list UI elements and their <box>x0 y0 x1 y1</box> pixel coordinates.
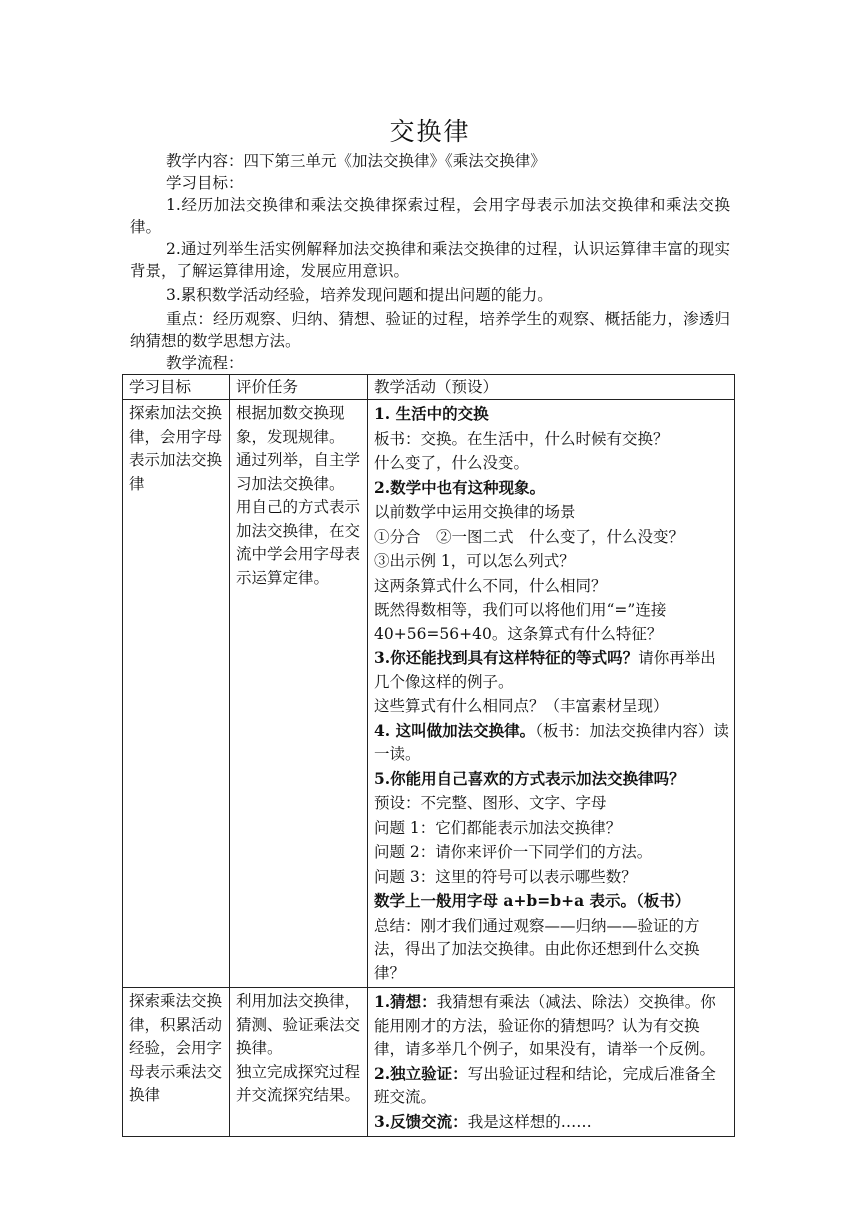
activity-line: 什么变了，什么没变。 <box>374 454 530 472</box>
header-activity: 教学活动（预设） <box>368 375 735 400</box>
activity-line: 问题 1：它们都能表示加法交换律？ <box>374 818 622 837</box>
activity-line: 数学上一般用字母 a+b=b+a 表示。（板书） <box>374 891 691 910</box>
teaching-flow-table <box>122 374 735 1137</box>
table-header-row <box>123 375 735 400</box>
activity-line: 总结：刚才我们通过观察——归纳——验证的方法，得出了加法交换律。由此你还想到什么交换律？ <box>374 916 700 982</box>
activity-line: 5.你能用自己喜欢的方式表示加法交换律吗？ <box>374 768 685 788</box>
row2-goal: 探索乘法交换律，积累活动经验，会用字母表示乘法交换律 <box>123 988 230 1137</box>
flow-heading: 教学流程： <box>166 354 244 372</box>
table-row <box>123 988 735 1137</box>
table-row <box>123 400 735 988</box>
activity-line: ③出示例 1，可以怎么列式？ <box>374 552 575 570</box>
activity-line: 这些算式有什么相同点？（丰富素材呈现） <box>374 697 669 715</box>
activity-line: 4. 这叫做加法交换律。（板书：加法交换律内容）读一读。 <box>374 720 729 763</box>
activity-line: 3.你还能找到具有这样特征的等式吗？请你再举出几个像这样的例子。 <box>374 648 716 691</box>
row1-activities <box>368 400 735 988</box>
row1-task: 根据加数交换现象，发现规律。 <box>236 404 345 446</box>
row1-task: 用自己的方式表示加法交换律，在交流中学会用字母表示运算定律。 <box>236 498 361 587</box>
goal-3: 3.累积数学活动经验，培养发现问题和提出问题的能力。 <box>166 286 553 304</box>
activity-line: 既然得数相等，我们可以将他们用“=”连接 40+56=56+40。这条算式有什么特征？ <box>374 601 667 643</box>
goal-2: 2.通过列举生活实例解释加法交换律和乘法交换律的过程，认识运算律丰富的现实背景，了解运算律用途，发展应用意识。 <box>130 240 730 280</box>
goals-heading: 学习目标： <box>166 174 244 192</box>
row1-tasks <box>230 400 368 988</box>
activity-line: 板书：交换。在生活中，什么时候有交换？ <box>374 429 669 448</box>
activity-line: 问题 3：这里的符号可以表示哪些数？ <box>374 867 637 886</box>
activity-line: 1. 生活中的交换 <box>374 404 489 423</box>
teaching-content: 教学内容：四下第三单元《加法交换律》《乘法交换律》 <box>166 152 546 170</box>
goal-1: 1.经历加法交换律和乘法交换律探索过程，会用字母表示加法交换律和乘法交换律。 <box>130 196 730 236</box>
activity-line: 3.反馈交流：我是这样想的…… <box>374 1111 592 1131</box>
header-goal: 学习目标 <box>123 375 230 400</box>
row1-goal: 探索加法交换律，会用字母表示加法交换律 <box>123 400 230 988</box>
activity-line: 以前数学中运用交换律的场景 <box>374 503 576 521</box>
activity-line: ①分合 ②一图二式 什么变了，什么没变？ <box>374 527 685 546</box>
activity-line: 2.数学中也有这种现象。 <box>374 477 546 497</box>
row2-tasks <box>230 988 368 1137</box>
activity-line: 2.独立验证：写出验证过程和结论，完成后准备全班交流。 <box>374 1063 716 1106</box>
activity-line: 问题 2：请你来评价一下同学们的方法。 <box>374 843 653 861</box>
header-task: 评价任务 <box>230 375 368 400</box>
activity-line: 预设：不完整、图形、文字、字母 <box>374 794 607 812</box>
activity-line: 1.猜想：我猜想有乘法（减法、除法）交换律。你能用刚才的方法，验证你的猜想吗？认为有交换律，请多举几个例子，如果没有，请举一个反例。 <box>374 992 716 1058</box>
key-point: 重点：经历观察、归纳、猜想、验证的过程，培养学生的观察、概括能力，渗透归纳猜想的数学思想方法。 <box>130 310 730 350</box>
row1-task: 通过列举，自主学习加法交换律。 <box>236 451 361 493</box>
row2-task: 独立完成探究过程并交流探究结果。 <box>236 1062 361 1104</box>
document-title: 交换律 <box>389 117 471 146</box>
activity-line: 这两条算式什么不同，什么相同？ <box>374 576 607 595</box>
row2-activities <box>368 988 735 1137</box>
row2-task: 利用加法交换律，猜测、验证乘法交换律。 <box>236 992 361 1057</box>
